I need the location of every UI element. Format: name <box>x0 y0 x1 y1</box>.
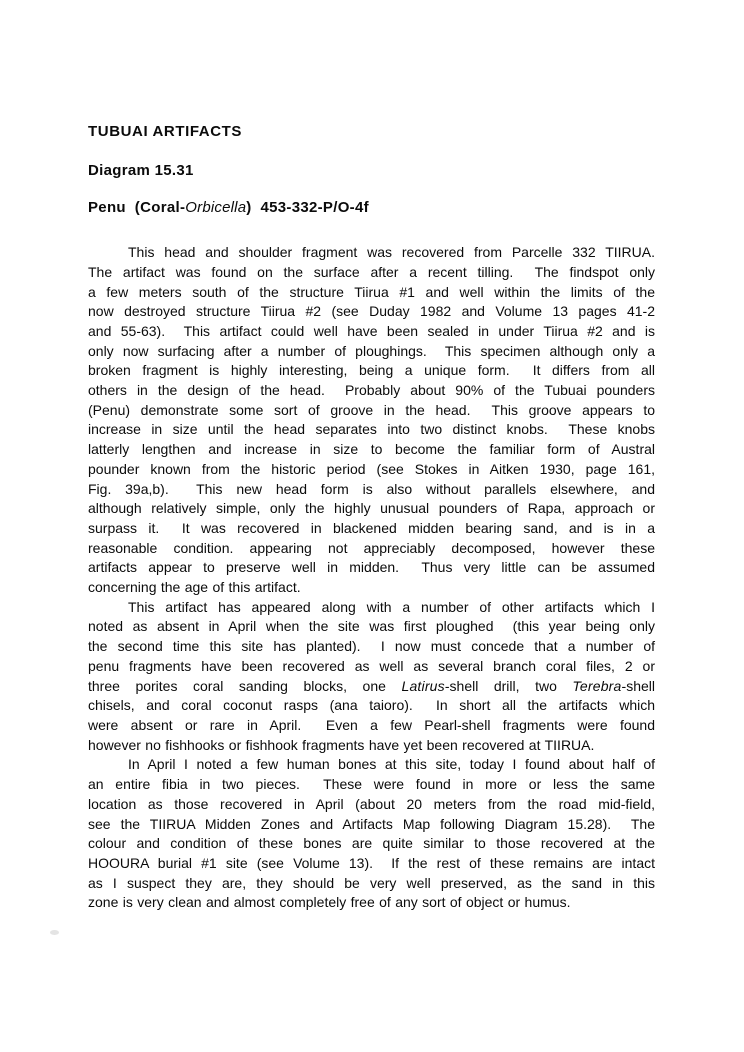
text-segment: broken fragment is highly interesting, being a unique form. It differs from all <box>88 362 655 379</box>
text-line <box>88 322 655 342</box>
text-line <box>88 617 655 637</box>
text-segment: noted as absent in April when the site was first ploughed (this year being only <box>88 618 655 635</box>
text-segment: pounder known from the historic period (see Stokes in Aitken 1930, page 161, <box>88 460 655 477</box>
text-line <box>88 815 655 835</box>
text-segment: the second time this site has planted). I now must concede that a number of <box>88 638 655 655</box>
text-segment: however no fishhooks or fishhook fragments have yet been recovered at TIIRUA. <box>88 736 595 753</box>
diagram-label: Diagram 15.31 <box>88 161 194 179</box>
text-segment: increase in size until the head separates into two distinct knobs. These knobs <box>88 421 655 438</box>
text-segment: artifacts appear to preserve well in midden. Thus very little can be assumed <box>88 559 655 576</box>
text-line <box>88 302 655 322</box>
artifact-heading <box>88 198 655 218</box>
text-segment: ) 453-332-P/O-4f <box>246 199 369 217</box>
text-line <box>88 677 655 697</box>
text-line <box>88 637 655 657</box>
text-line <box>88 263 655 283</box>
text-segment: as I suspect they are, they should be very well preserved, as the sand in this <box>88 874 655 891</box>
text-segment: reasonable condition. appearing not appreciably decomposed, however these <box>88 539 655 556</box>
document-content <box>88 122 655 913</box>
text-segment: The artifact was found on the surface after a recent tilling. The findspot only <box>88 263 655 280</box>
text-segment: a few meters south of the structure Tiirua #1 and well within the limits of the <box>88 283 655 300</box>
text-segment: In April I noted a few human bones at this site, today I found about half of <box>128 756 655 773</box>
text-line <box>88 519 655 539</box>
text-line <box>88 283 655 303</box>
text-line <box>88 795 655 815</box>
text-line <box>88 381 655 401</box>
text-segment: others in the design of the head. Probably about 90% of the Tubuai pounders <box>88 382 655 399</box>
text-line <box>88 657 655 677</box>
text-line <box>88 834 655 854</box>
document-body <box>88 243 655 913</box>
text-line <box>88 440 655 460</box>
text-segment: HOOURA burial #1 site (see Volume 13). If the rest of these remains are intact <box>88 854 655 871</box>
text-line <box>88 893 655 913</box>
text-segment: Fig. 39a,b). This new head form is also without parallels elsewhere, and <box>88 480 655 497</box>
text-segment: only now surfacing after a number of ploughings. This specimen although only a <box>88 342 655 359</box>
text-line <box>88 716 655 736</box>
text-line <box>88 775 655 795</box>
text-segment: -shell <box>621 677 655 694</box>
text-segment: Penu (Coral- <box>88 199 186 217</box>
text-segment: and 55-63). This artifact could well have been sealed in under Tiirua #2 and is <box>88 322 655 339</box>
text-line <box>88 342 655 362</box>
text-line <box>88 558 655 578</box>
text-line <box>88 361 655 381</box>
text-segment: location as those recovered in April (about 20 meters from the road mid-field, <box>88 795 655 812</box>
text-line <box>88 578 655 598</box>
species-name-italic: Latirus <box>401 677 445 694</box>
text-segment: chisels, and coral coconut rasps (ana taioro). In short all the artifacts which <box>88 697 655 714</box>
text-line <box>88 854 655 874</box>
paragraph <box>88 598 655 756</box>
text-segment: now destroyed structure Tiirua #2 (see Duday 1982 and Volume 13 pages 41-2 <box>88 303 655 320</box>
paragraph <box>88 755 655 913</box>
text-line <box>88 420 655 440</box>
text-line <box>88 755 655 775</box>
text-segment: This artifact has appeared along with a number of other artifacts which I <box>128 598 655 615</box>
species-name-italic: Orbicella <box>185 199 247 217</box>
text-segment: surpass it. It was recovered in blackened midden bearing sand, and is in a <box>88 519 655 536</box>
text-segment: (Penu) demonstrate some sort of groove in the head. This groove appears to <box>88 401 655 418</box>
text-line <box>88 499 655 519</box>
document-title: TUBUAI ARTIFACTS <box>88 123 243 140</box>
text-line <box>88 401 655 421</box>
text-segment: colour and condition of these bones are quite similar to those recovered at the <box>88 835 655 852</box>
text-segment: concerning the age of this artifact. <box>88 579 301 596</box>
text-segment: see the TIIRUA Midden Zones and Artifacts Map following Diagram 15.28). The <box>88 815 655 832</box>
species-name-italic: Terebra <box>572 677 622 694</box>
text-line <box>88 539 655 559</box>
text-segment: penu fragments have been recovered as well as several branch coral files, 2 or <box>88 657 655 674</box>
scan-speck-artifact <box>50 930 59 935</box>
text-line <box>88 243 655 263</box>
paragraph <box>88 243 655 598</box>
text-segment: -shell drill, two <box>444 677 573 694</box>
text-segment: This head and shoulder fragment was recovered from Parcelle 332 TIIRUA. <box>128 244 655 261</box>
text-line <box>88 598 655 618</box>
text-line <box>88 460 655 480</box>
text-segment: zone is very clean and almost completely free of any sort of object or humus. <box>88 894 571 911</box>
text-line <box>88 736 655 756</box>
text-line <box>88 874 655 894</box>
text-line <box>88 480 655 500</box>
text-segment: three porites coral sanding blocks, one <box>88 677 402 694</box>
text-segment: an entire fibia in two pieces. These were found in more or less the same <box>88 776 655 793</box>
text-segment: although relatively simple, only the highly unusual pounders of Rapa, approach or <box>88 500 655 517</box>
text-segment: latterly lengthen and increase in size to become the familiar form of Austral <box>88 441 655 458</box>
text-segment: were absent or rare in April. Even a few Pearl-shell fragments were found <box>88 716 655 733</box>
text-line <box>88 696 655 716</box>
